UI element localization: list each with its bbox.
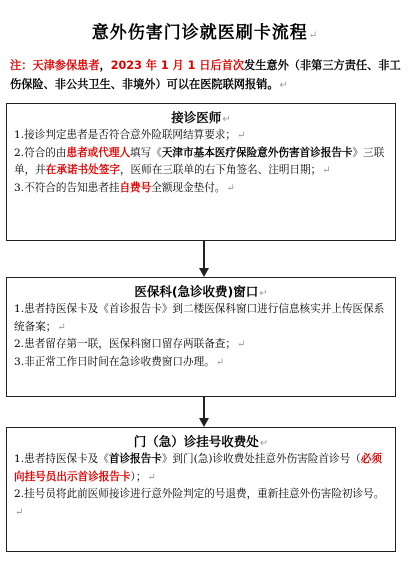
box3-title: 门（急）诊挂号收费处↵ — [133, 434, 269, 449]
box2-item-3: 3.非正常工作日时间在急诊收费窗口办理。↵ — [14, 355, 225, 368]
box2-item-2: 2.患者留存第一联，医保科窗口留存两联备查；↵ — [14, 338, 246, 350]
box3-item-1: 1.患者持医保卡及《首诊报告卡》到门(急)诊收费处挂意外伤害险首诊号（必须向挂号员出示首诊报告卡）；↵ — [14, 453, 382, 483]
box1-item-1: 1.接诊判定患者是否符合意外险联网结算要求；↵ — [14, 129, 246, 141]
box2-item-1: 1.患者持医保卡及《首诊报告卡》到二楼医保科窗口进行信息核实并上传医保系统备案；↵ — [14, 303, 385, 333]
flow-arrow-2 — [203, 397, 205, 419]
box2-title: 医保科(急诊收费)窗口↵ — [134, 284, 268, 299]
page-title: 意外伤害门诊就医刷卡流程↵ — [91, 23, 319, 43]
box-registration-desk — [6, 427, 396, 552]
box1-item-3: 3.不符合的告知患者挂自费号全额现金垫付。↵ — [14, 181, 235, 194]
box1-item-2: 2.符合的由患者或代理人填写《天津市基本医疗保险意外伤害首诊报告卡》三联单，并在承诺书处签字，医师在三联单的右下角签名、注明日期；↵ — [14, 146, 385, 176]
flow-arrowhead-1 — [199, 268, 209, 277]
box-attending-physician — [6, 103, 396, 241]
note-paragraph: 注：天津参保患者，2023 年 1 月 1 日后首次发生意外（非第三方责任、非工伤保险、非公共卫生、非境外）可以在医院联网报销。↵ — [10, 59, 401, 91]
box1-title: 接诊医师↵ — [171, 110, 231, 125]
box3-item-2: 2.挂号员将此前医师接诊进行意外险判定的号退费，重新挂意外伤害险初诊号。↵ — [14, 488, 385, 518]
flow-arrow-1 — [203, 241, 205, 269]
flow-arrowhead-2 — [199, 418, 209, 427]
box-insurance-window — [6, 277, 396, 397]
